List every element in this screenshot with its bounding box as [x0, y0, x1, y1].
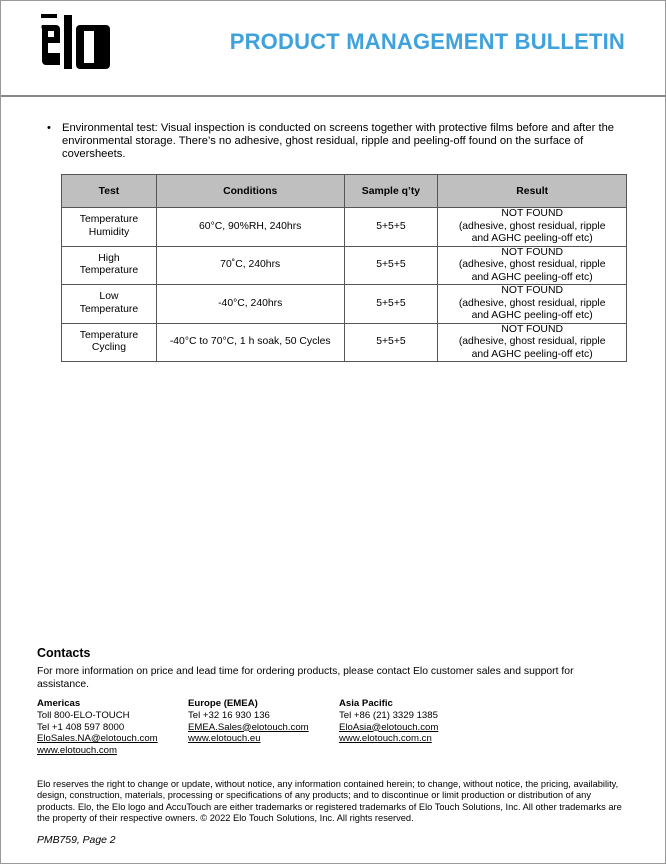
elo-logo: [41, 11, 113, 71]
region-name: Asia Pacific: [339, 698, 393, 709]
table-row: [62, 323, 627, 362]
cell-sample: 5+5+5: [344, 246, 438, 285]
legal-disclaimer: Elo reserves the right to change or update, without notice, any information contained herein; to change, without notice, the pricing, availability, design, construction, materials, processing or specifications of any products; and to discontinue or limit production or distribution of any products. Elo, the Elo logo and AccuTouch are either trademarks or registered trademarks of Elo Touch Solutions, Inc. All other trademarks are the property of their respective owners. © 2022 Elo Touch Solutions, Inc. All rights reserved.: [37, 779, 622, 824]
document-page-id: PMB759, Page 2: [37, 835, 116, 846]
region-web-link[interactable]: www.elotouch.eu: [188, 733, 261, 745]
bullet-icon: •: [47, 122, 51, 134]
environmental-test-bullet: [47, 122, 627, 161]
header-test: Test: [62, 175, 157, 208]
cell-test: Temperature Cycling: [62, 323, 157, 362]
cell-test: High Temperature: [62, 246, 157, 285]
cell-conditions: 60°C, 90%RH, 240hrs: [156, 208, 344, 247]
cell-result: NOT FOUND (adhesive, ghost residual, ripple and AGHC peeling-off etc): [438, 208, 627, 247]
cell-result: NOT FOUND (adhesive, ghost residual, ripple and AGHC peeling-off etc): [438, 323, 627, 362]
cell-conditions: -40°C, 240hrs: [156, 285, 344, 324]
cell-result: NOT FOUND (adhesive, ghost residual, ripple and AGHC peeling-off etc): [438, 246, 627, 285]
cell-sample: 5+5+5: [344, 208, 438, 247]
cell-test: Low Temperature: [62, 285, 157, 324]
cell-conditions: 70˚C, 240hrs: [156, 246, 344, 285]
cell-sample: 5+5+5: [344, 285, 438, 324]
region-web-link[interactable]: www.elotouch.com.cn: [339, 733, 432, 745]
header-conditions: Conditions: [156, 175, 344, 208]
region-name: Europe (EMEA): [188, 698, 258, 709]
region-name: Americas: [37, 698, 81, 709]
region-phone: Tel +1 408 597 8000: [37, 721, 125, 733]
region-email-link[interactable]: EloAsia@elotouch.com: [339, 721, 439, 733]
bulletin-title: PRODUCT MANAGEMENT BULLETIN: [229, 29, 625, 54]
region-phone: Tel +32 16 930 136: [188, 709, 270, 721]
header-sample-qty: Sample q’ty: [344, 175, 438, 208]
header-result: Result: [438, 175, 627, 208]
region-emea: [188, 698, 309, 745]
cell-result: NOT FOUND (adhesive, ghost residual, ripple and AGHC peeling-off etc): [438, 285, 627, 324]
table-row: [62, 208, 627, 247]
region-phone: Tel +86 (21) 3329 1385: [339, 709, 438, 721]
contacts-title: Contacts: [37, 646, 91, 660]
region-asia-pacific: [339, 698, 438, 745]
cell-test: Temperature Humidity: [62, 208, 157, 247]
table-row: [62, 246, 627, 285]
region-phone: Toll 800-ELO-TOUCH: [37, 709, 130, 721]
region-web-link[interactable]: www.elotouch.com: [37, 745, 117, 757]
contacts-intro: For more information on price and lead time for ordering products, please contact Elo customer sales and support for assistance.: [37, 666, 574, 690]
environmental-test-table: [61, 174, 627, 362]
region-americas: [37, 698, 158, 757]
elo-logo-mark: [41, 11, 113, 71]
table-row: [62, 285, 627, 324]
cell-sample: 5+5+5: [344, 323, 438, 362]
cell-conditions: -40°C to 70°C, 1 h soak, 50 Cycles: [156, 323, 344, 362]
table-header-row: [62, 175, 627, 208]
bullet-text: Environmental test: Visual inspection is conducted on screens together with protective films before and after the environmental storage. There’s no adhesive, ghost residual, ripple and peeling-off found on the surface of coversheets.: [62, 122, 615, 160]
header: [1, 1, 666, 97]
contacts-section: [37, 646, 637, 757]
region-email-link[interactable]: EMEA.Sales@elotouch.com: [188, 721, 309, 733]
region-email-link[interactable]: EloSales.NA@elotouch.com: [37, 733, 158, 745]
